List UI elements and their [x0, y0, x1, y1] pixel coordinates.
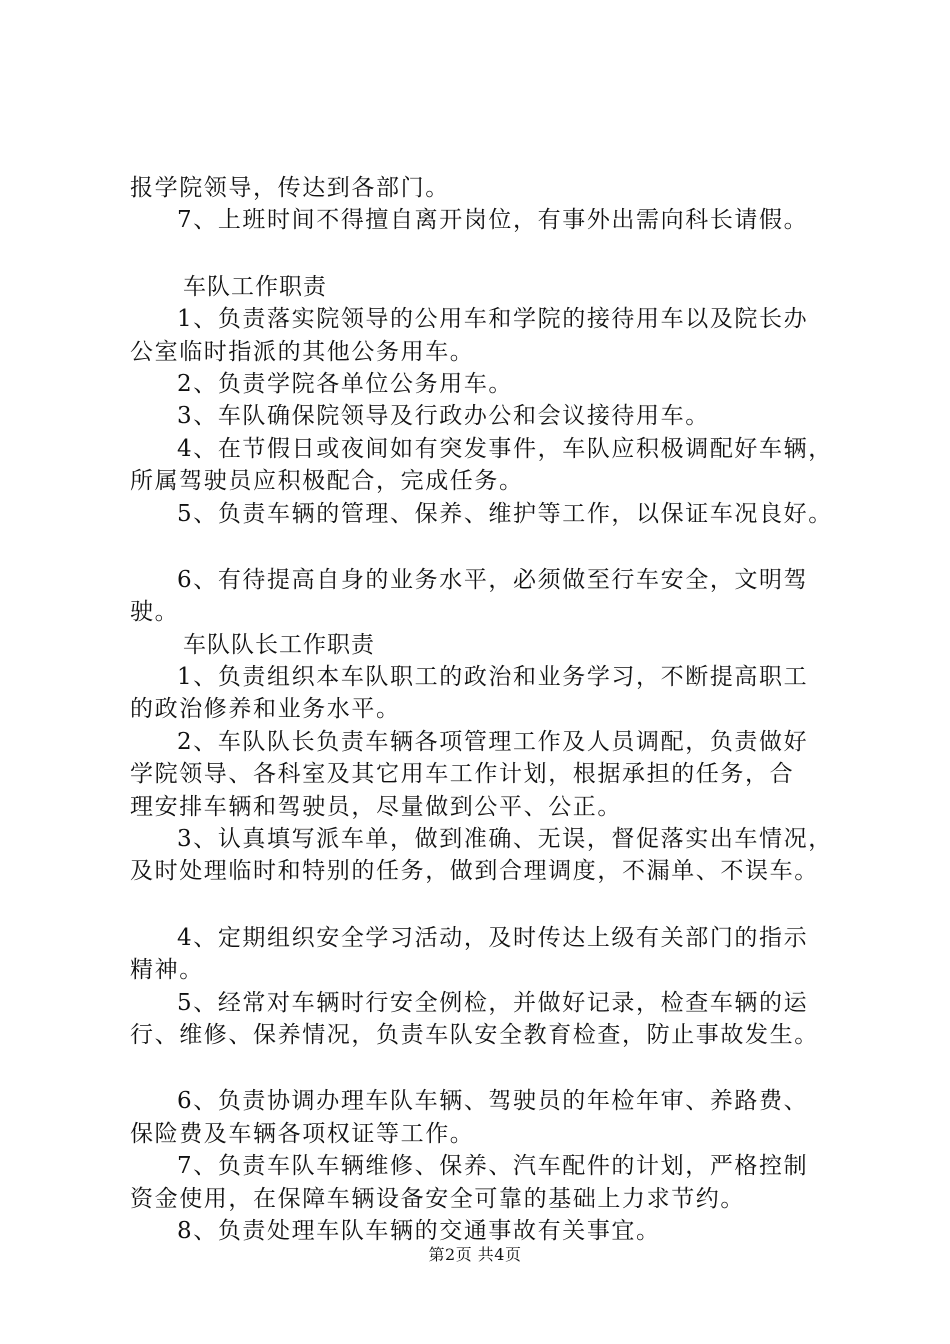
paragraph-line: 资金使用，在保障车辆设备安全可靠的基础上力求节约。 [130, 1185, 745, 1212]
paragraph-line: 2、负责学院各单位公务用车。 [177, 370, 514, 397]
paragraph-gap [130, 530, 842, 564]
paragraph-line: 2、车队队长负责车辆各项管理工作及人员调配，负责做好 [177, 728, 809, 755]
paragraph-line: 所属驾驶员应积极配合，完成任务。 [130, 468, 524, 495]
paragraph-line: 3、车队确保院领导及行政办公和会议接待用车。 [177, 403, 710, 430]
paragraph-gap [130, 1051, 842, 1085]
paragraph-line: 报学院领导，传达到各部门。 [130, 175, 450, 201]
paragraph-line: 8、负责处理车队车辆的交通事故有关事宜。 [177, 1217, 661, 1244]
paragraph-line: 理安排车辆和驾驶员，尽量做到公平、公正。 [130, 793, 622, 820]
paragraph-line: 1、负责组织本车队职工的政治和业务学习，不断提高职工 [177, 664, 809, 691]
section-heading-fleet-leader-duties: 车队队长工作职责 [183, 631, 375, 658]
paragraph-line: 精神。 [130, 957, 204, 984]
paragraph-gap [130, 237, 842, 271]
paragraph-line: 6、有待提高自身的业务水平，必须做至行车安全，文明驾 [177, 566, 809, 593]
paragraph-line: 3、认真填写派车单，做到准确、无误，督促落实出车情况， [177, 826, 833, 853]
paragraph-line: 学院领导、各科室及其它用车工作计划，根据承担的任务，合 [130, 761, 795, 788]
paragraph-line: 行、维修、保养情况，负责车队安全教育检查，防止事故发生。 [130, 1021, 819, 1048]
paragraph-line: 1、负责落实院领导的公用车和学院的接待用车以及院长办 [177, 306, 809, 333]
paragraph-line: 5、负责车辆的管理、保养、维护等工作，以保证车况良好。 [177, 500, 833, 527]
paragraph-line: 及时处理临时和特别的任务，做到合理调度，不漏单、不误车。 [130, 858, 819, 885]
section-heading-fleet-duties: 车队工作职责 [183, 273, 327, 300]
paragraph-line: 7、上班时间不得擅自离开岗位，有事外出需向科长请假。 [177, 207, 809, 234]
paragraph-line: 5、经常对车辆时行安全例检，并做好记录，检查车辆的运 [177, 989, 809, 1016]
paragraph-line: 4、定期组织安全学习活动，及时传达上级有关部门的指示 [177, 924, 809, 951]
paragraph-gap [130, 888, 842, 922]
paragraph-line: 保险费及车辆各项权证等工作。 [130, 1120, 475, 1147]
document-body [130, 172, 842, 1247]
page-number: 第2页 共4页 [428, 1245, 522, 1264]
paragraph-line: 6、负责协调办理车队车辆、驾驶员的年检年审、养路费、 [177, 1088, 809, 1115]
paragraph-line: 驶。 [130, 599, 180, 626]
paragraph-line: 公室临时指派的其他公务用车。 [130, 338, 475, 365]
paragraph-line: 4、在节假日或夜间如有突发事件，车队应积极调配好车辆， [177, 435, 833, 462]
paragraph-line: 的政治修养和业务水平。 [130, 696, 401, 723]
paragraph-line: 7、负责车队车辆维修、保养、汽车配件的计划，严格控制 [177, 1153, 809, 1180]
